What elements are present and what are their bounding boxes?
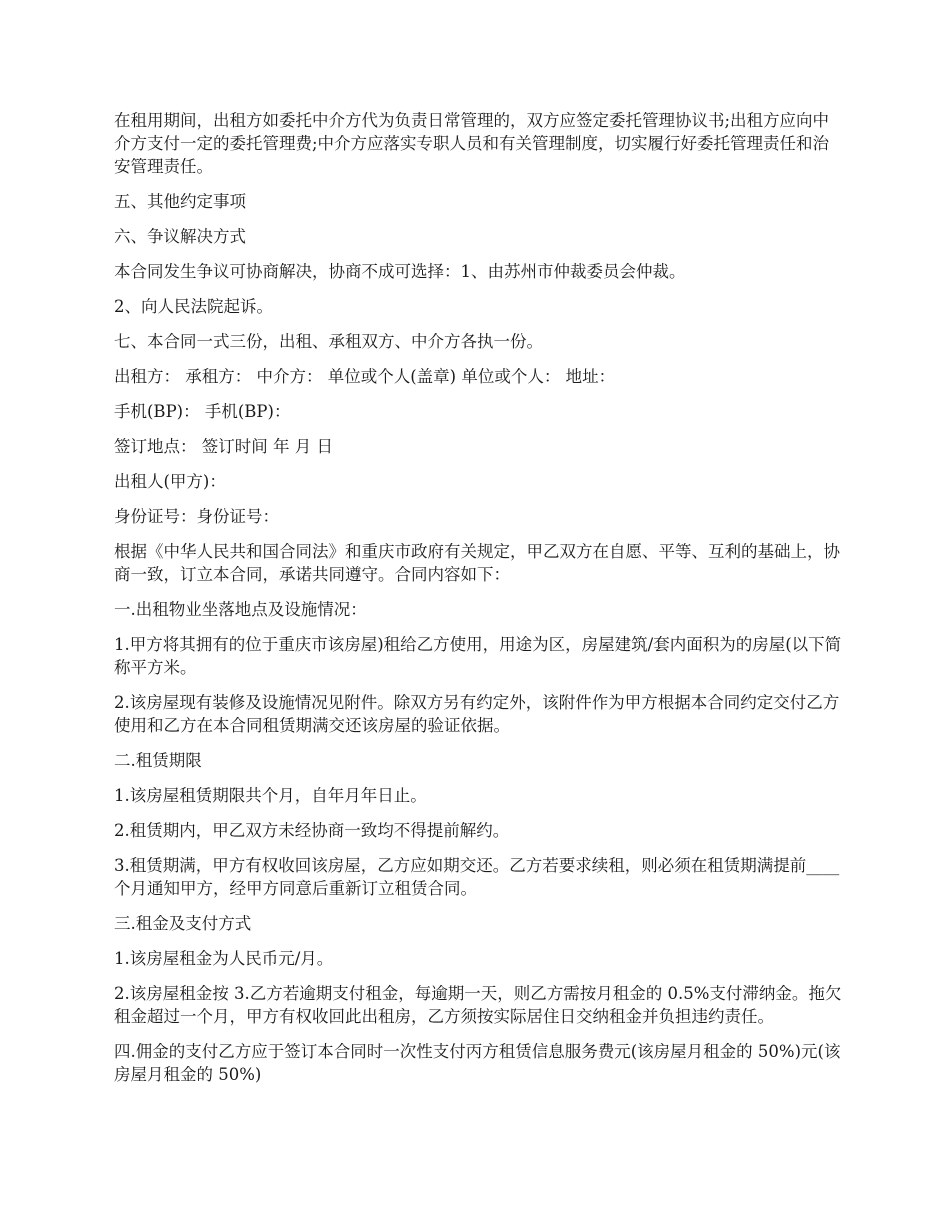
lessor-party-a-line: 出租人(甲方)：	[114, 472, 226, 491]
clause-2-1-term-length: 1.该房屋租赁期限共个月，自年月年日止。	[114, 786, 427, 805]
clause-3-1-rent-amount: 1.该房屋租金为人民币元/月。	[114, 949, 334, 968]
signature-place-date-line: 签订地点： 签订时间 年 月 日	[114, 437, 333, 456]
paragraph-dispute-court: 2、向人民法院起诉。	[114, 297, 273, 316]
paragraph-dispute-arbitration: 本合同发生争议可协商解决，协商不成可选择：1、由苏州市仲裁委员会仲裁。	[114, 262, 686, 281]
clause-2-3-renewal: 3.租赁期满，甲方有权收回该房屋，乙方应如期交还。乙方若要求续租，则必须在租赁期满提前____个月通知甲方，经甲方同意后重新订立租赁合同。	[114, 856, 840, 898]
clause-1-1-property-use: 1.甲方将其拥有的位于重庆市该房屋)租给乙方使用，用途为区，房屋建筑/套内面积为的房屋(以下简称平方米。	[114, 635, 842, 677]
heading-lease-term: 二.租赁期限	[114, 751, 202, 770]
id-number-line: 身份证号：身份证号：	[114, 507, 279, 526]
clause-4-commission: 四.佣金的支付乙方应于签订本合同时一次性支付丙方租赁信息服务费元(该房屋月租金的 50%)元(该房屋月租金的 50%)	[114, 1042, 841, 1084]
signature-phone-line: 手机(BP)： 手机(BP)：	[114, 402, 291, 421]
paragraph-entrusted-management: 在租用期间，出租方如委托中介方代为负责日常管理的，双方应签定委托管理协议书;出租方应向中介方支付一定的委托管理费;中介方应落实专职人员和有关管理制度，切实履行好委托管理责任和治安管理责任。	[114, 111, 830, 176]
paragraph-contract-preamble: 根据《中华人民共和国合同法》和重庆市政府有关规定，甲乙双方在自愿、平等、互利的基础上，协商一致，订立本合同，承诺共同遵守。合同内容如下：	[114, 542, 840, 584]
heading-other-terms: 五、其他约定事项	[114, 192, 246, 211]
signature-parties-line: 出租方： 承租方： 中介方： 单位或个人(盖章) 单位或个人： 地址：	[114, 367, 616, 386]
clause-3-2-late-payment: 2.该房屋租金按 3.乙方若逾期支付租金，每逾期一天，则乙方需按月租金的 0.5%支付滞纳金。拖欠租金超过一个月，甲方有权收回此出租房，乙方须按实际居住日交纳租金并负担违约责任。	[114, 984, 842, 1026]
document-page	[114, 109, 844, 1098]
heading-rent-payment: 三.租金及支付方式	[114, 914, 252, 933]
heading-dispute-resolution: 六、争议解决方式	[114, 227, 246, 246]
clause-1-2-fixtures-appendix: 2.该房屋现有装修及设施情况见附件。除双方另有约定外，该附件作为甲方根据本合同约定交付乙方使用和乙方在本合同租赁期满交还该房屋的验证依据。	[114, 693, 840, 735]
heading-property-location: 一.出租物业坐落地点及设施情况：	[114, 600, 367, 619]
paragraph-copies: 七、本合同一式三份，出租、承租双方、中介方各执一份。	[114, 332, 543, 351]
clause-2-2-no-early-termination: 2.租赁期内，甲乙双方未经协商一致均不得提前解约。	[114, 821, 510, 840]
